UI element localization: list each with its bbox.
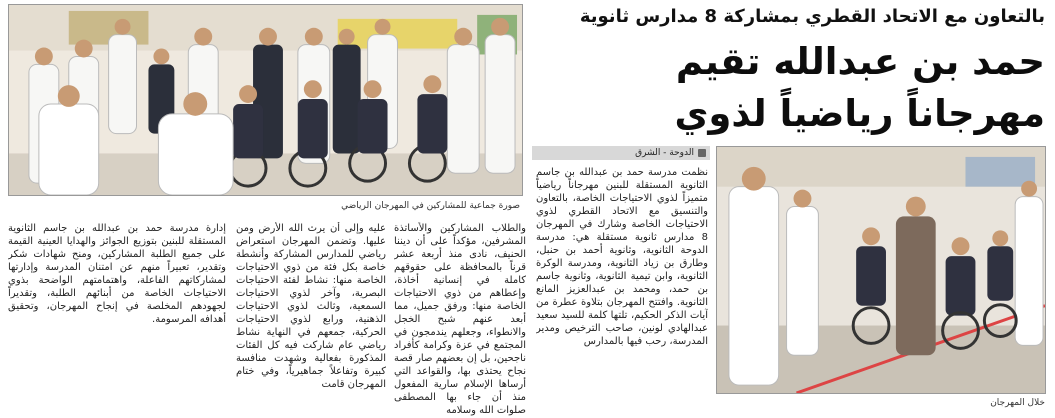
article-byline [532, 146, 710, 160]
festival-photo [716, 146, 1046, 394]
article-column-4 [8, 222, 226, 416]
article-column-3 [236, 222, 386, 416]
festival-photo-image [717, 147, 1045, 393]
article-column-2 [394, 222, 526, 416]
group-photo-image [9, 5, 522, 195]
column-2-text: والطلاب المشاركين والأساتذة المشرفين، مؤكداً على أن ديننا الحنيف، نادى منذ أربعة عشر قرناً بالمحافظة على حقوقهم كاملة في إنسانية أخاذة، وإعطاهم من ذوي الاحتياجات الخاصة منها: ورفق جميل، مما أبعد عنهم شبح الخجل والانطواء، وجعلهم يندمجون في المجتمع في عزة وكرامة كأفراد ناجحين، بل إن بعضهم صار قصة نجاح يحتذى بها، والقواعد التي أرساها الإسلام سارية المفعول منذ أن جاء بها المصطفى صلوات الله وسلامه [394, 223, 526, 416]
column-1-text: نظمت مدرسة حمد بن عبدالله بن جاسم الثانوية المستقلة للبنين مهرجاناً رياضياً متميزاً لذوي الاحتياجات الخاصة، بالتعاون والتنسيق مع الاتحاد القطري لذوي الاحتياجات الخاصة وشارك في المهرجان 8 مدارس ثانوية مستقلة هي: مدرسة الدوحة الثانوية، وثانوية أحمد بن حنبل، وطارق بن زياد الثانوية، ومدرسة الوكرة الثانوية، وابن تيمية الثانوية، وثانوية جاسم بن حمد، ومحمد بن عبدالعزيز المانع الثانوية. وافتتح المهرجان بتلاوة عطرة من آيات الذكر الحكيم، تلتها كلمة للسيد سعيد عبدالهادي لونين، صاحب الترخيص ومدير المدرسة، رحب فيها بالمدارس [536, 167, 708, 347]
column-3-text: عليه وإلى أن يرث الله الأرض ومن عليها. وتضمن المهرجان استعراض رياضي للمدارس المشاركة وأنشطة خاصة بكل فئة من ذوي الاحتياجات الخاصة منها: نشاط لفئة الاحتياجات البصرية، وآخر لذوي الاحتياجات السمعية، وثالث لذوي الاحتياجات الذهنية، ورابع لذوي الاحتياجات الحركية، جمعهم في النهاية نشاط رياضي عام شاركت فيه كل الفئات المذكورة بفعالية وشهدت منافسة كبيرة وتفاعلاً جماهيرياً، وفي ختام المهرجان قامت [236, 223, 386, 390]
group-photo [8, 4, 523, 196]
article-kicker: بالتعاون مع الاتحاد القطري بمشاركة 8 مدارس ثانوية [579, 6, 1045, 27]
headline-line-1: حمد بن عبدالله تقيم مهرجاناً رياضياً لذوي [674, 40, 1045, 135]
column-4-text: إدارة مدرسة حمد بن عبدالله بن جاسم الثانوية المستقلة للبنين بتوزيع الجوائز والهدايا العينية القيمة على جميع الطلبة المشاركين، ومنح شهادات شكر وتقدير، تعبيراً منهم عن امتنان المدرسة وإدارتها لمشاركاتهم الفاعلة، واهتمامتهم الواضحة بذوي الاحتياجات الخاصة من أبنائهم الطلبة، وتقديراً لجهودهم المخلصة في إنجاح المهرجان، وتحقيق أهدافه المرسومة. [8, 223, 226, 325]
group-photo-caption: صورة جماعية للمشاركين في المهرجان الرياضي [341, 201, 520, 211]
festival-photo-caption: خلال المهرجان [990, 398, 1045, 408]
article-column-1 [536, 166, 708, 416]
byline-square-icon [698, 149, 706, 157]
byline-text: الدوحة - الشرق [635, 148, 694, 158]
